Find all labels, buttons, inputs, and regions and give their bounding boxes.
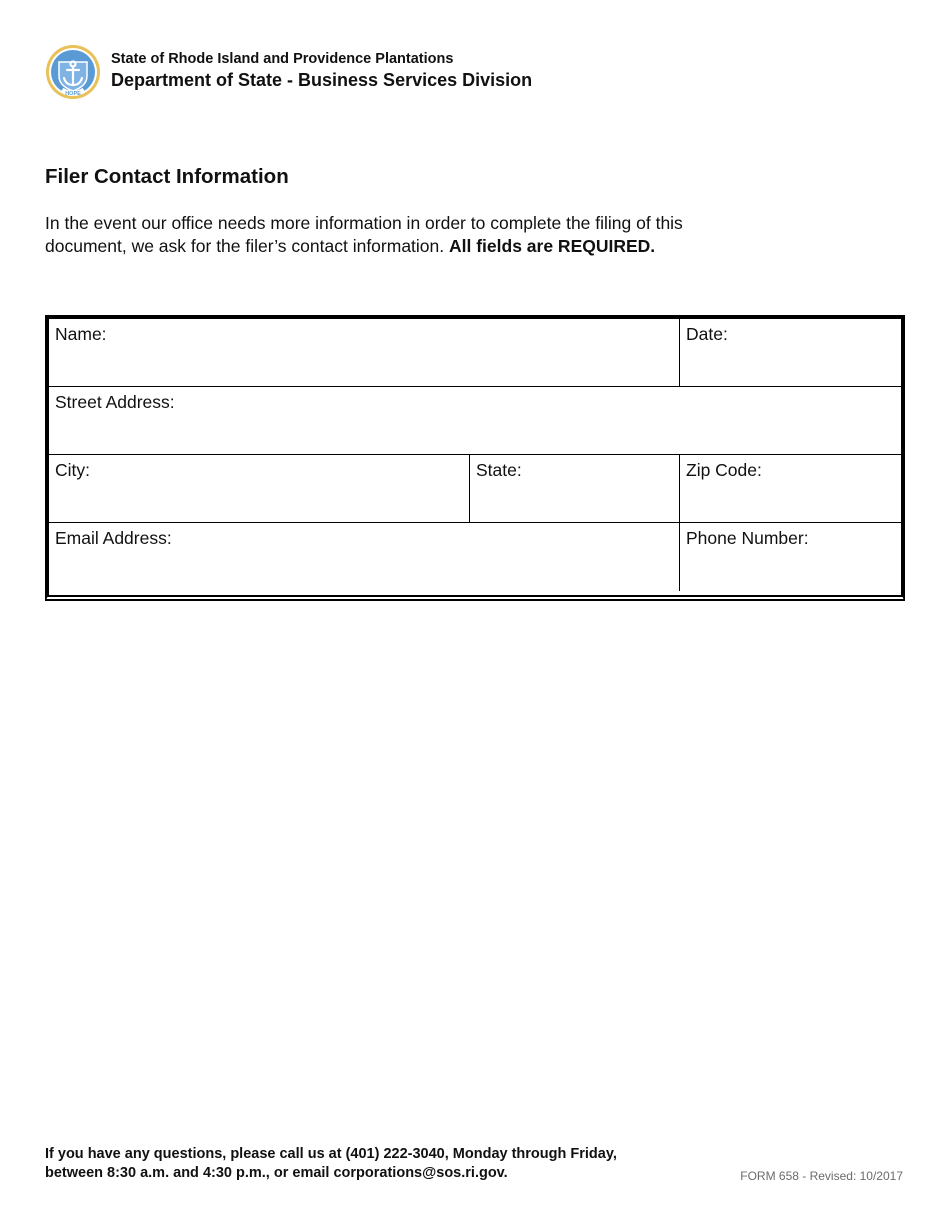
section-title: Filer Contact Information [45, 165, 289, 188]
email-address-label: Email Address: [55, 528, 172, 548]
intro-text: In the event our office needs more information in order to complete the filing of this document, we ask for the filer’s contact information. [45, 213, 683, 256]
date-field[interactable] [679, 319, 901, 386]
form-row-street [49, 387, 901, 455]
name-field[interactable] [49, 319, 679, 386]
footer-contact-line2: between 8:30 a.m. and 4:30 p.m., or email corporations@sos.ri.gov. [45, 1165, 508, 1181]
date-label: Date: [686, 324, 728, 344]
name-label: Name: [55, 324, 107, 344]
form-row-email-phone [49, 523, 901, 591]
footer-contact [45, 1145, 617, 1183]
department-name: Department of State - Business Services Division [111, 70, 533, 90]
required-notice: All fields are REQUIRED. [449, 236, 656, 256]
page-header [45, 44, 532, 100]
form-row-name-date [49, 319, 901, 387]
state-seal-icon [45, 44, 101, 100]
phone-number-label: Phone Number: [686, 528, 809, 548]
zip-code-label: Zip Code: [686, 460, 762, 480]
form-row-city-state-zip [49, 455, 901, 523]
intro-paragraph [45, 212, 765, 258]
zip-code-field[interactable] [679, 455, 901, 522]
phone-number-field[interactable] [679, 523, 901, 591]
city-label: City: [55, 460, 90, 480]
state-name: State of Rhode Island and Providence Plantations [111, 51, 454, 67]
contact-form [45, 315, 905, 601]
header-text [111, 50, 532, 92]
city-field[interactable] [49, 455, 469, 522]
street-address-label: Street Address: [55, 392, 175, 412]
street-address-field[interactable] [49, 387, 901, 454]
form-revision: FORM 658 - Revised: 10/2017 [740, 1169, 903, 1183]
state-field[interactable] [469, 455, 679, 522]
email-address-field[interactable] [49, 523, 679, 591]
seal-text: HOPE [65, 91, 81, 97]
footer-contact-line1: If you have any questions, please call us at (401) 222-3040, Monday through Friday, [45, 1146, 617, 1162]
state-label: State: [476, 460, 522, 480]
